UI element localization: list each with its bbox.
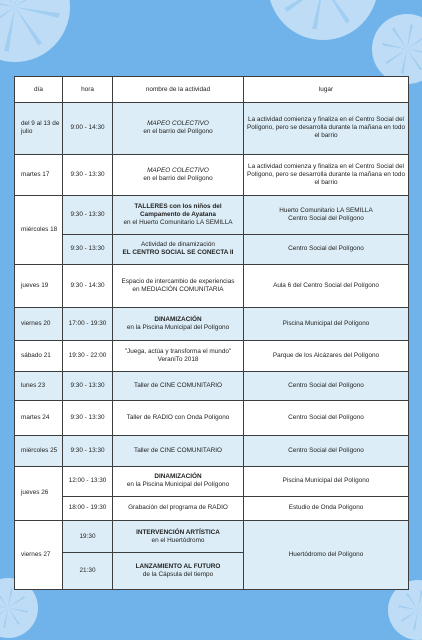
- table-row: [15, 234, 409, 264]
- activity-cell: [113, 553, 244, 590]
- table-row: [15, 195, 409, 234]
- activity-title: MAPEO COLECTIVO: [147, 120, 209, 128]
- activity-subtitle: VeraniTo 2018: [157, 355, 199, 363]
- day-cell: jueves 19: [15, 264, 63, 307]
- place-cell: Piscina Municipal del Polígono: [244, 466, 409, 496]
- time-cell: 9:00 - 14:30: [63, 103, 113, 155]
- activity-cell: [113, 308, 244, 340]
- day-cell: viernes 20: [15, 308, 63, 340]
- day-cell: lunes 23: [15, 371, 63, 400]
- schedule-table: [14, 76, 409, 590]
- table-row: [15, 466, 409, 496]
- time-cell: 19:30 - 22:00: [63, 340, 113, 371]
- time-cell: 9:30 - 13:30: [63, 234, 113, 264]
- activity-title: "Juega, actúa y transforma el mundo": [124, 347, 232, 355]
- activity-cell: [113, 195, 244, 234]
- header-row: [15, 77, 409, 103]
- activity-subtitle: de la Cápsula del tiempo: [142, 571, 214, 579]
- place-line-2: Centro Social del Polígono: [288, 214, 364, 222]
- activity-cell: Taller de CINE COMUNITARIO: [113, 371, 244, 400]
- place-cell: La actividad comienza y finaliza en el Centro Social del Polígono, pero se desarrolla durante la mañana en todo el barrio: [244, 154, 409, 195]
- day-cell: martes 24: [15, 400, 63, 435]
- header-day: día: [15, 77, 63, 103]
- day-cell: miércoles 25: [15, 435, 63, 466]
- time-cell: 19:30: [63, 520, 113, 552]
- place-cell: Parque de los Alcázares del Polígono: [244, 340, 409, 371]
- time-cell: 12:00 - 13:30: [63, 466, 113, 496]
- place-cell: Centro Social del Polígono: [244, 371, 409, 400]
- place-cell: Aula 6 del Centro Social del Polígono: [244, 264, 409, 307]
- table-row: [15, 400, 409, 435]
- table-row: [15, 520, 409, 552]
- time-cell: 21:30: [63, 553, 113, 590]
- activity-subtitle: EL CENTRO SOCIAL SE CONECTA II: [122, 249, 234, 257]
- activity-subtitle: en el Huertódromo: [151, 536, 205, 544]
- activity-title-line2: Campamento de Ayatana: [140, 210, 216, 218]
- time-cell: 9:30 - 13:30: [63, 195, 113, 234]
- activity-title: INTERVENCIÓN ARTÍSTICA: [136, 528, 220, 536]
- activity-cell: [113, 103, 244, 155]
- day-cell: viernes 27: [15, 520, 63, 589]
- place-cell: Huertódromo del Polígono: [244, 520, 409, 589]
- table-row: [15, 497, 409, 521]
- day-cell: sábado 21: [15, 340, 63, 371]
- activity-title: LANZAMIENTO AL FUTURO: [135, 563, 221, 571]
- table-row: [15, 435, 409, 466]
- activity-title: TALLERES con los niños del: [134, 202, 222, 210]
- activity-subtitle: en MEDIACIÓN COMUNITARIA: [132, 286, 224, 294]
- activity-cell: [113, 340, 244, 371]
- place-cell: Piscina Municipal del Polígono: [244, 308, 409, 340]
- table-row: [15, 340, 409, 371]
- activity-title: MAPEO COLECTIVO: [147, 166, 209, 174]
- place-cell: La actividad comienza y finaliza en el Centro Social del Polígono, pero se desarrolla durante la mañana en todo el barrio: [244, 103, 409, 155]
- header-time: hora: [63, 77, 113, 103]
- day-cell: del 9 al 13 de julio: [15, 103, 63, 155]
- place-line-1: Huerto Comunitario LA SEMILLA: [279, 206, 373, 214]
- activity-title: DINAMIZACIÓN: [154, 315, 202, 323]
- day-cell: jueves 26: [15, 466, 63, 520]
- activity-title: DINAMIZACIÓN: [154, 473, 202, 481]
- activity-subtitle: en el barrio del Polígono: [143, 174, 213, 182]
- decorative-citrus-slice: [0, 0, 70, 62]
- activity-title: Espacio de intercambio de experiencias: [121, 278, 235, 286]
- activity-cell: [113, 234, 244, 264]
- time-cell: 9:30 - 13:30: [63, 154, 113, 195]
- activity-cell: [113, 520, 244, 552]
- time-cell: 17:00 - 19:30: [63, 308, 113, 340]
- table-row: [15, 371, 409, 400]
- activity-cell: [113, 466, 244, 496]
- table-row: [15, 308, 409, 340]
- time-cell: 18:00 - 19:30: [63, 497, 113, 521]
- table-row: [15, 264, 409, 307]
- activity-subtitle: en la Piscina Municipal del Polígono: [126, 481, 230, 489]
- time-cell: 9:30 - 14:30: [63, 264, 113, 307]
- decorative-citrus-slice: [268, 0, 378, 40]
- activity-cell: Grabación del programa de RADIO: [113, 497, 244, 521]
- table-row: [15, 103, 409, 155]
- decorative-citrus-slice: [372, 14, 422, 84]
- activity-subtitle: en el barrio del Polígono: [143, 128, 213, 136]
- place-cell: Estudio de Onda Polígono: [244, 497, 409, 521]
- place-cell: Centro Social del Polígono: [244, 234, 409, 264]
- activity-subtitle: en el Huerto Comunitario LA SEMILLA: [123, 218, 233, 226]
- place-cell: Centro Social del Polígono: [244, 435, 409, 466]
- time-cell: 9:30 - 13:30: [63, 400, 113, 435]
- activity-cell: [113, 264, 244, 307]
- place-cell: Centro Social del Polígono: [244, 400, 409, 435]
- time-cell: 9:30 - 13:30: [63, 371, 113, 400]
- activity-cell: Taller de CINE COMUNITARIO: [113, 435, 244, 466]
- activity-cell: Taller de RADIO con Onda Polígono: [113, 400, 244, 435]
- place-cell: [244, 195, 409, 234]
- activity-cell: [113, 154, 244, 195]
- day-cell: martes 17: [15, 154, 63, 195]
- header-activity: nombre de la actividad: [113, 77, 244, 103]
- table-row: [15, 154, 409, 195]
- header-place: lugar: [244, 77, 409, 103]
- activity-title: Actividad de dinamización: [141, 241, 215, 249]
- activity-subtitle: en la Piscina Municipal del Polígono: [126, 323, 230, 331]
- day-cell: miércoles 18: [15, 195, 63, 264]
- time-cell: 9:30 - 13:30: [63, 435, 113, 466]
